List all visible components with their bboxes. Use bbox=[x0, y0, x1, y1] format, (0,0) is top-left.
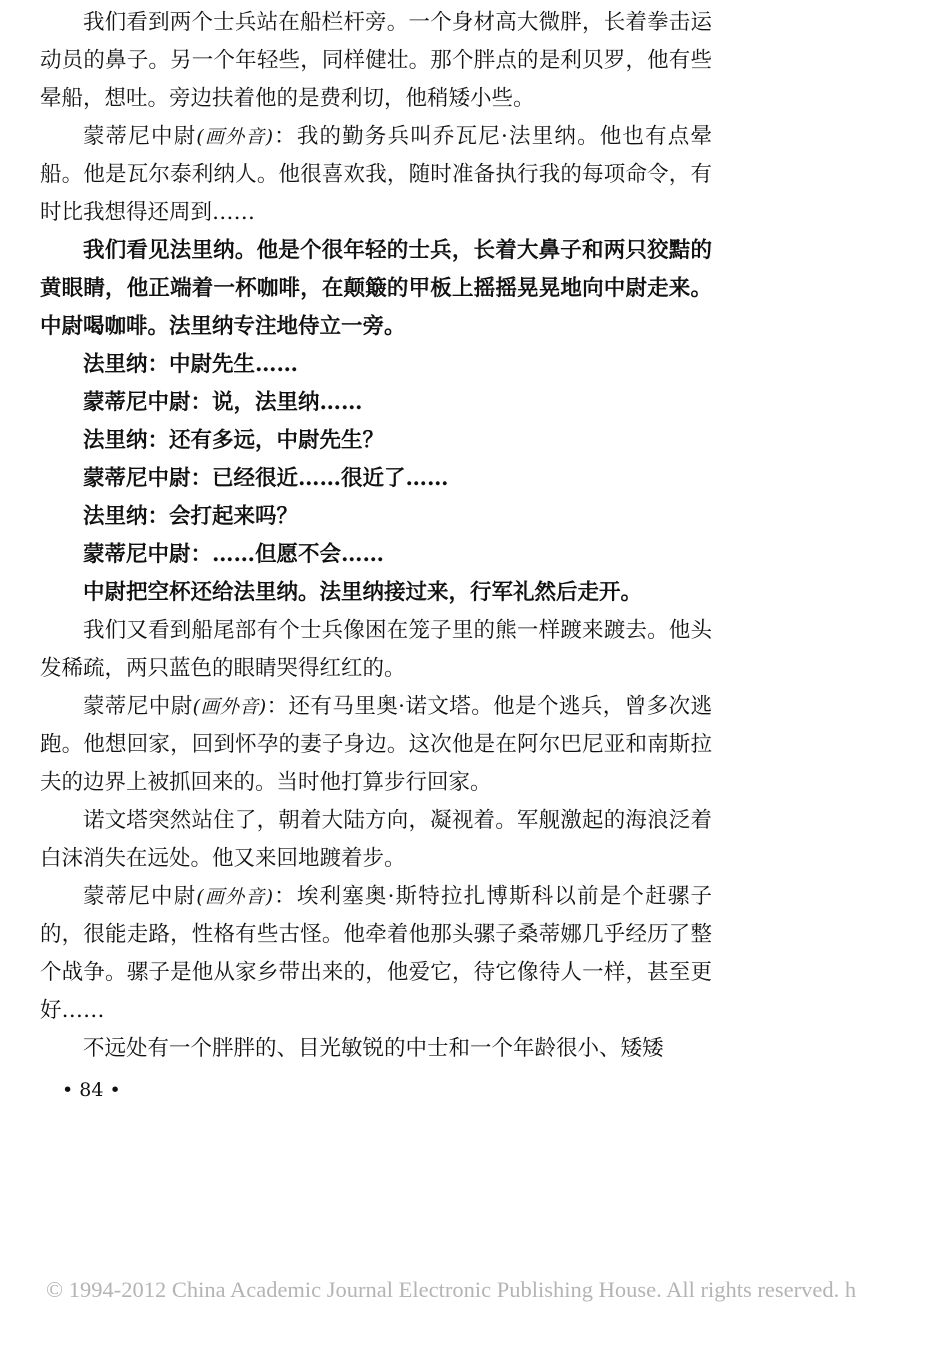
speaker-name: 蒙蒂尼中尉 bbox=[83, 884, 197, 909]
dialogue-line: 法里纳：会打起来吗？ bbox=[83, 504, 299, 529]
speaker-name: 蒙蒂尼中尉 bbox=[83, 124, 197, 149]
dialogue-line: 蒙蒂尼中尉：说，法里纳…… bbox=[83, 390, 363, 415]
paragraph: 我们又看到船尾部有个士兵像困在笼子里的熊一样踱来踱去。他头发稀疏，两只蓝色的眼睛哭得红红的。 bbox=[40, 618, 712, 681]
speech-text: ：埃利塞奥·斯特拉扎博斯科以前是个赶骡子的，很能走路，性格有些古怪。他牵着他那头骡子桑蒂娜几乎经历了整个战争。骡子是他从家乡带出来的，他爱它，待它像待人一样，甚至更好…… bbox=[40, 884, 712, 1023]
dialogue-line: 蒙蒂尼中尉：……但愿不会…… bbox=[83, 542, 385, 567]
voiceover-tag: (画外音) bbox=[192, 696, 267, 718]
voiceover-tag: (画外音) bbox=[196, 126, 273, 148]
dialogue-line: 法里纳：还有多远，中尉先生？ bbox=[83, 428, 385, 453]
dialogue-line: 法里纳：中尉先生…… bbox=[83, 352, 299, 377]
paragraph bbox=[40, 688, 712, 802]
paragraph: 我们看到两个士兵站在船栏杆旁。一个身材高大微胖，长着拳击运动员的鼻子。另一个年轻些，同样健壮。那个胖点的是利贝罗，他有些晕船，想吐。旁边扶着他的是费利切，他稍矮小些。 bbox=[40, 10, 712, 111]
paragraph bbox=[40, 878, 712, 1030]
page-number: • 84 • bbox=[62, 1079, 121, 1101]
voiceover-tag: (画外音) bbox=[196, 886, 273, 908]
dialogue-line: 蒙蒂尼中尉：已经很近……很近了…… bbox=[83, 466, 449, 491]
speech-text: ：还有马里奥·诺文塔。他是个逃兵，曾多次逃跑。他想回家，回到怀孕的妻子身边。这次他是在阿尔巴尼亚和南斯拉夫的边界上被抓回来的。当时他打算步行回家。 bbox=[40, 694, 712, 795]
speaker-name: 蒙蒂尼中尉 bbox=[83, 694, 193, 719]
paragraph: 诺文塔突然站住了，朝着大陆方向，凝视着。军舰激起的海浪泛着白沫消失在远处。他又来回地踱着步。 bbox=[40, 808, 712, 871]
paragraph: 我们看见法里纳。他是个很年轻的士兵，长着大鼻子和两只狡黠的黄眼睛，他正端着一杯咖啡，在颠簸的甲板上摇摇晃晃地向中尉走来。中尉喝咖啡。法里纳专注地侍立一旁。 bbox=[40, 238, 712, 339]
paragraph bbox=[40, 118, 712, 232]
paragraph: 中尉把空杯还给法里纳。法里纳接过来，行军礼然后走开。 bbox=[83, 580, 643, 605]
copyright-notice: © 1994-2012 China Academic Journal Electronic Publishing House. All rights reserved. h bbox=[46, 1277, 857, 1302]
paragraph: 不远处有一个胖胖的、目光敏锐的中士和一个年龄很小、矮矮 bbox=[83, 1036, 664, 1061]
speech-text: ：我的勤务兵叫乔瓦尼·法里纳。他也有点晕船。他是瓦尔泰利纳人。他很喜欢我，随时准备执行我的每项命令，有时比我想得还周到…… bbox=[40, 124, 712, 225]
body-text bbox=[40, 4, 712, 1068]
